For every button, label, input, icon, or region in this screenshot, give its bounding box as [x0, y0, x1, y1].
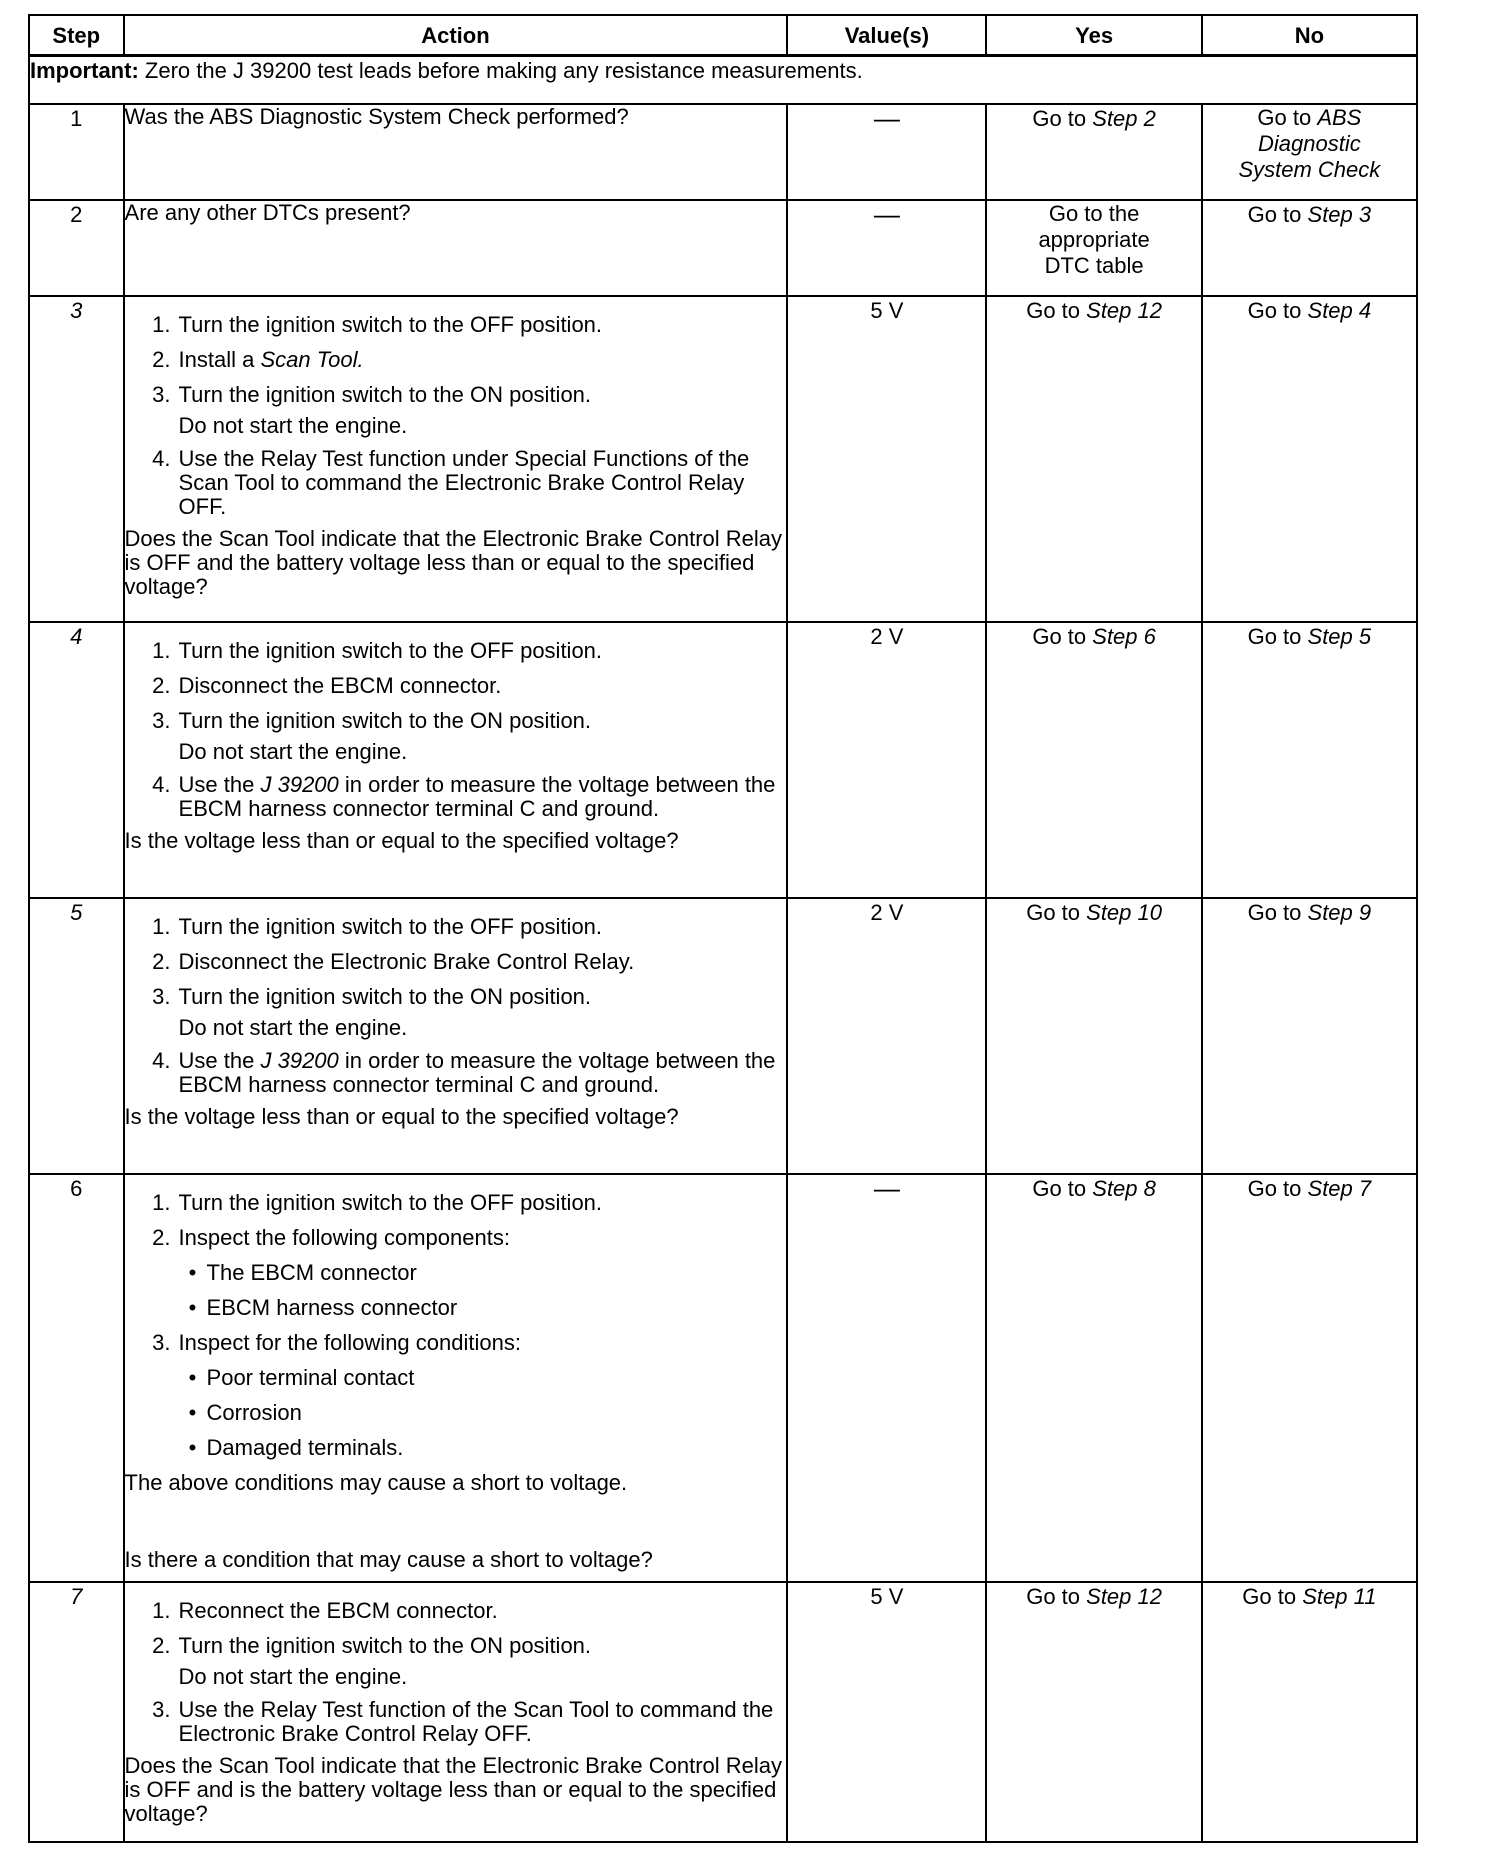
no-cell: Go to Step 5 [1202, 622, 1417, 898]
yes-link[interactable]: Step 10 [1086, 900, 1162, 925]
list-item: 1. Turn the ignition switch to the OFF position. [152, 914, 603, 939]
value-text: — [873, 1173, 900, 1203]
yes-link[interactable]: Step 8 [1092, 1176, 1156, 1201]
diagnostic-table [28, 14, 1418, 1843]
yes-link[interactable]: Step 12 [1086, 1584, 1162, 1609]
action-cell [124, 622, 788, 898]
yes-link[interactable]: Step 2 [1092, 106, 1156, 131]
no-cell: Go to Step 4 [1202, 296, 1417, 622]
table-row [29, 104, 1417, 200]
value-text: 2 V [870, 900, 904, 925]
instruction-list [125, 773, 787, 821]
value-text: 5 V [870, 1584, 904, 1609]
question-text: Is the voltage less than or equal to the specified voltage? [124, 828, 679, 853]
yes-cell [986, 104, 1201, 200]
yes-link[interactable]: Step 12 [1086, 298, 1162, 323]
no-cell: Go to Step 11 [1202, 1582, 1417, 1842]
list-item: 3. Use the Relay Test function of the Scan Tool to command the Electronic Brake Control Relay OFF. [152, 1697, 774, 1746]
yes-cell: Go to Step 6 [986, 622, 1201, 898]
table-row [29, 200, 1417, 296]
sub-note: Do not start the engine. [178, 1015, 408, 1040]
action-cell [124, 898, 788, 1174]
sub-note: Do not start the engine. [178, 1664, 408, 1689]
bullet-list [125, 1364, 787, 1461]
action-cell [124, 1174, 788, 1582]
list-item: 1. Turn the ignition switch to the OFF position. [152, 312, 603, 337]
value-cell [787, 622, 986, 898]
table-row [29, 296, 1417, 622]
yes-line2: appropriate [1038, 227, 1150, 252]
list-item: 1. Turn the ignition switch to the OFF position. [152, 1190, 603, 1215]
step-number: 5 [29, 898, 124, 1174]
list-item: 3. Inspect for the following conditions: [152, 1330, 521, 1355]
yes-link[interactable]: Step 6 [1092, 624, 1156, 649]
no-link[interactable]: Step 9 [1307, 900, 1372, 925]
list-item: 2. Turn the ignition switch to the ON position. [152, 1633, 592, 1658]
list-item: • Corrosion [188, 1400, 302, 1425]
step-number: 2 [29, 200, 124, 296]
header-no: No [1202, 15, 1417, 56]
header-yes: Yes [986, 15, 1201, 56]
value-text: — [873, 103, 900, 133]
instruction-list [125, 1698, 787, 1746]
important-row [29, 56, 1417, 105]
action-cell [124, 296, 788, 622]
list-item: 4. Use the Relay Test function under Special Functions of the Scan Tool to command the Electronic Brake Control Relay OFF. [152, 446, 750, 519]
no-link[interactable]: Step 11 [1302, 1584, 1377, 1609]
yes-cell: Go to Step 10 [986, 898, 1201, 1174]
list-item: • Poor terminal contact [188, 1365, 415, 1390]
diagnostic-table-container [28, 14, 1418, 1843]
yes-line3: DTC table [1044, 253, 1144, 278]
no-cell [1202, 200, 1417, 296]
list-item: • EBCM harness connector [188, 1295, 458, 1320]
yes-prefix: Go to [1032, 106, 1087, 131]
value-text: 5 V [870, 298, 904, 323]
list-item: • The EBCM connector [188, 1260, 417, 1285]
yes-line1: Go to the [1048, 201, 1140, 226]
value-cell [787, 296, 986, 622]
question-text: Does the Scan Tool indicate that the Electronic Brake Control Relay is OFF and the battery voltage less than or equal to the specified voltage? [124, 526, 783, 599]
table-row [29, 1174, 1417, 1582]
instruction-list [125, 913, 787, 1010]
value-text: — [873, 199, 900, 229]
action-cell [124, 200, 788, 296]
list-item: 3. Turn the ignition switch to the ON position. [152, 382, 592, 407]
value-text: 2 V [870, 624, 904, 649]
instruction-list [125, 1597, 787, 1659]
list-item: 2. Inspect the following components: [152, 1225, 510, 1250]
step-number: 6 [29, 1174, 124, 1582]
step-number: 7 [29, 1582, 124, 1842]
question-text: Are any other DTCs present? [124, 200, 411, 225]
list-item: 2. Install a Scan Tool. [152, 347, 364, 372]
list-item: 1. Turn the ignition switch to the OFF position. [152, 638, 603, 663]
table-row [29, 1582, 1417, 1842]
list-item: 3. Turn the ignition switch to the ON position. [152, 984, 592, 1009]
question-text: Is the voltage less than or equal to the specified voltage? [124, 1104, 679, 1129]
sub-note: Do not start the engine. [178, 413, 408, 438]
value-cell [787, 1582, 986, 1842]
instruction-list [125, 1049, 787, 1097]
note-text: The above conditions may cause a short to voltage. [124, 1470, 628, 1495]
question-text: Was the ABS Diagnostic System Check performed? [124, 104, 629, 129]
header-row [29, 15, 1417, 56]
yes-cell: Go to Step 12 [986, 296, 1201, 622]
question-text: Does the Scan Tool indicate that the Electronic Brake Control Relay is OFF and is the battery voltage less than or equal to the specified voltage? [124, 1753, 783, 1826]
header-action: Action [124, 15, 788, 56]
list-item: 4. Use the J 39200 in order to measure the voltage between the EBCM harness connector terminal C and ground. [152, 772, 776, 821]
yes-cell: Go to Step 8 [986, 1174, 1201, 1582]
no-link[interactable]: Step 7 [1307, 1176, 1372, 1201]
table-row [29, 898, 1417, 1174]
value-cell [787, 104, 986, 200]
action-cell [124, 1582, 788, 1842]
step-number: 4 [29, 622, 124, 898]
instruction-list [125, 311, 787, 408]
yes-cell [986, 200, 1201, 296]
value-cell [787, 898, 986, 1174]
no-prefix: Go to [1257, 105, 1312, 130]
list-item: 3. Turn the ignition switch to the ON position. [152, 708, 592, 733]
question-text: Is there a condition that may cause a short to voltage? [124, 1547, 653, 1572]
step-number: 3 [29, 296, 124, 622]
header-values: Value(s) [787, 15, 986, 56]
important-label: Important: [30, 58, 139, 83]
action-cell [124, 104, 788, 200]
no-cell: Go to Step 9 [1202, 898, 1417, 1174]
instruction-list [125, 1189, 787, 1251]
important-note [29, 56, 1417, 105]
no-cell: Go to Step 7 [1202, 1174, 1417, 1582]
list-item: 2. Disconnect the Electronic Brake Control Relay. [152, 949, 635, 974]
no-link-line2[interactable]: Diagnostic [1258, 131, 1361, 156]
value-cell [787, 200, 986, 296]
important-text: Zero the J 39200 test leads before making any resistance measurements. [144, 58, 863, 83]
yes-cell: Go to Step 12 [986, 1582, 1201, 1842]
no-link[interactable]: Step 4 [1307, 298, 1372, 323]
no-prefix: Go to [1247, 202, 1302, 227]
header-step: Step [29, 15, 124, 56]
step-number: 1 [29, 104, 124, 200]
sub-note: Do not start the engine. [178, 739, 408, 764]
bullet-list [125, 1259, 787, 1321]
no-cell [1202, 104, 1417, 200]
table-row [29, 622, 1417, 898]
value-cell [787, 1174, 986, 1582]
no-link-line3[interactable]: System Check [1238, 157, 1381, 182]
no-link[interactable]: Step 3 [1307, 202, 1372, 227]
instruction-list [125, 447, 787, 519]
list-item: 1. Reconnect the EBCM connector. [152, 1598, 498, 1623]
list-item: 4. Use the J 39200 in order to measure the voltage between the EBCM harness connector terminal C and ground. [152, 1048, 776, 1097]
list-item: • Damaged terminals. [188, 1435, 404, 1460]
instruction-list [125, 637, 787, 734]
no-link[interactable]: ABS [1317, 105, 1362, 130]
list-item: 2. Disconnect the EBCM connector. [152, 673, 502, 698]
instruction-list [125, 1329, 787, 1356]
no-link[interactable]: Step 5 [1307, 624, 1372, 649]
